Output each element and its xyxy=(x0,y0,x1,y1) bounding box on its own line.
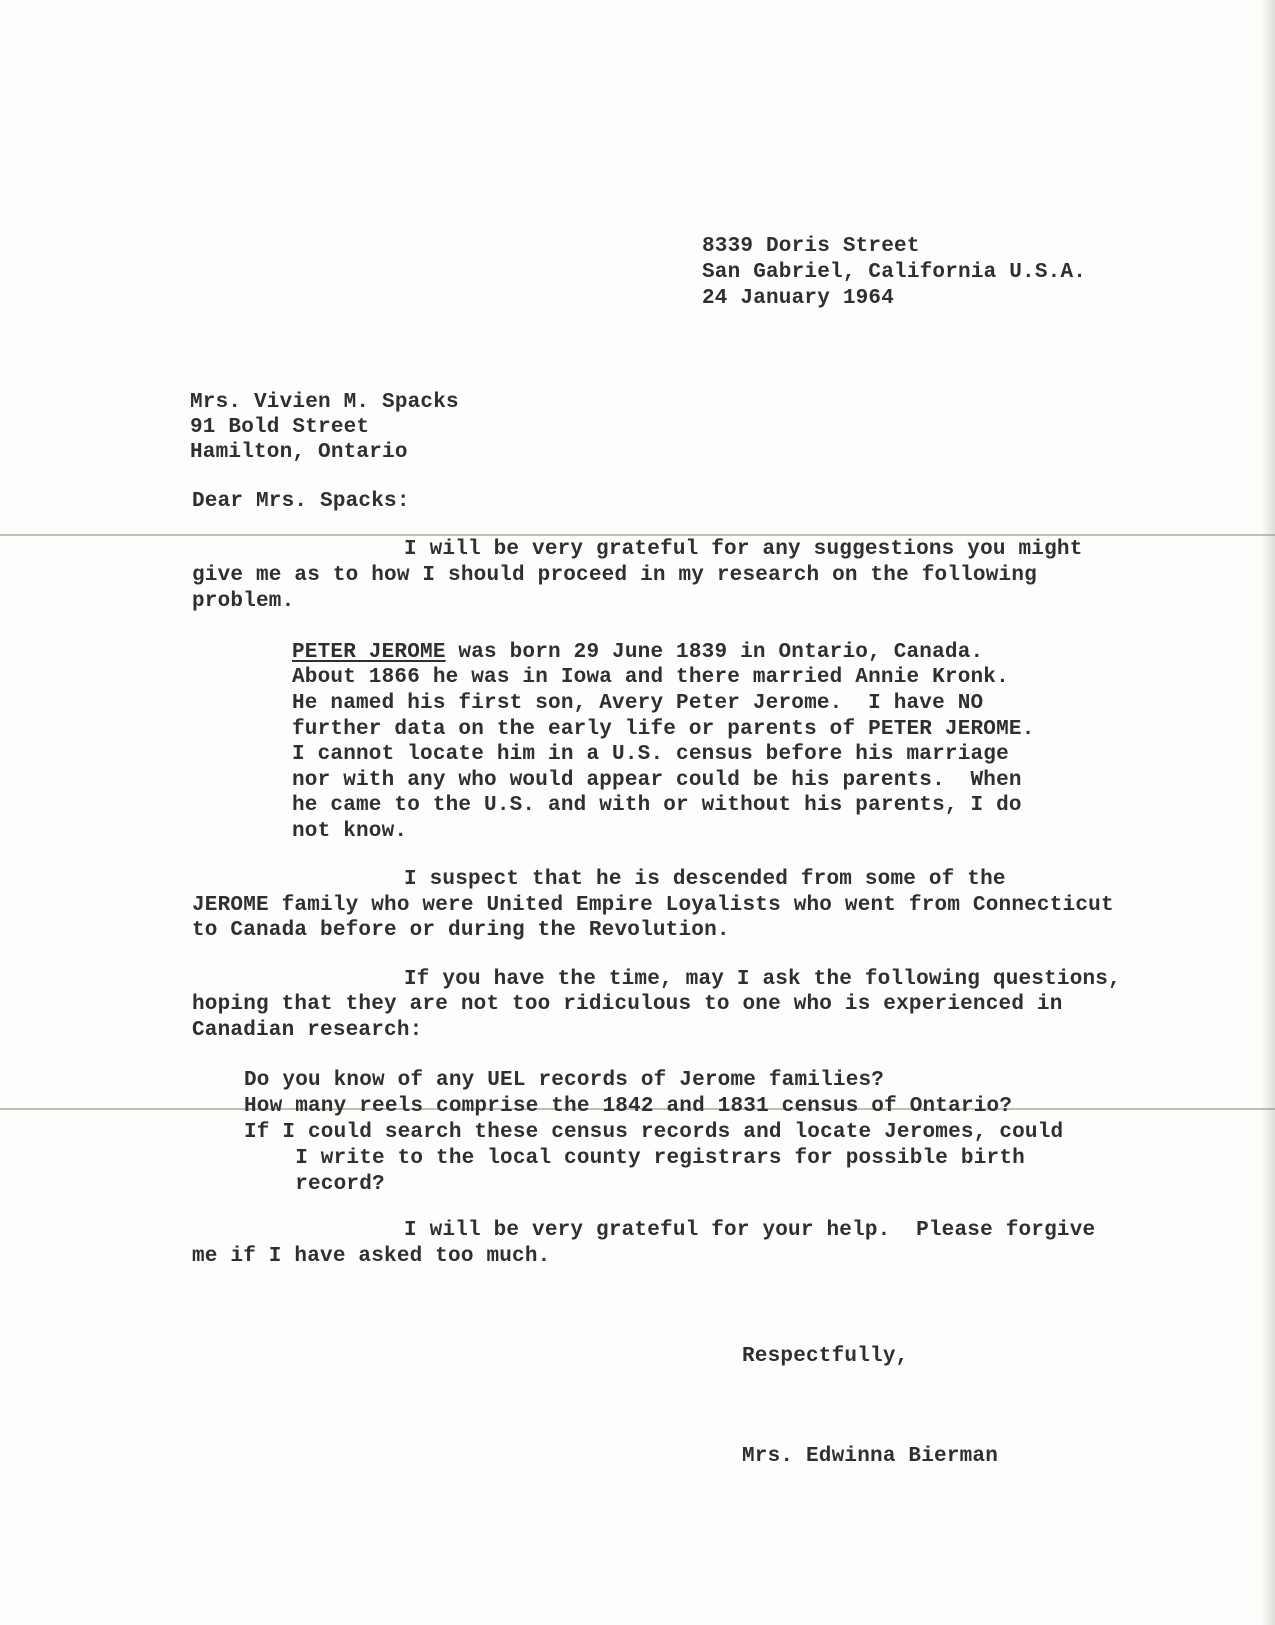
block-line: he came to the U.S. and with or without his parents, I do xyxy=(292,794,1022,817)
recipient-city: Hamilton, Ontario xyxy=(190,441,408,464)
page-edge-shadow xyxy=(1261,0,1275,1625)
para3-line: If you have the time, may I ask the following questions, xyxy=(404,968,1121,991)
closing: Respectfully, xyxy=(742,1345,909,1368)
underlined-name: PETER JEROME xyxy=(292,641,446,664)
block-line: He named his first son, Avery Peter Jerome. I have NO xyxy=(292,692,984,715)
block-line: nor with any who would appear could be his parents. When xyxy=(292,769,1022,792)
para2-line: JEROME family who were United Empire Loyalists who went from Connecticut xyxy=(192,894,1114,917)
sender-city: San Gabriel, California U.S.A. xyxy=(702,261,1087,284)
para1-line: I will be very grateful for any suggestions you might xyxy=(404,538,1083,561)
recipient-street: 91 Bold Street xyxy=(190,416,370,439)
question-line: record? xyxy=(244,1173,385,1196)
paper-fold-line xyxy=(0,534,1275,536)
question-line: If I could search these census records and locate Jeromes, could xyxy=(244,1121,1064,1144)
signature: Mrs. Edwinna Bierman xyxy=(742,1445,999,1468)
block-line-1: PETER JEROME was born 29 June 1839 in Ontario, Canada. xyxy=(292,641,984,664)
block-line: About 1866 he was in Iowa and there married Annie Kronk. xyxy=(292,666,1009,689)
para2-line: to Canada before or during the Revolution. xyxy=(192,919,730,942)
block-line: further data on the early life or parents of PETER JEROME. xyxy=(292,718,1035,741)
letter-date: 24 January 1964 xyxy=(702,287,895,310)
para4-line: I will be very grateful for your help. Please forgive xyxy=(404,1219,1096,1242)
sender-street: 8339 Doris Street xyxy=(702,235,920,258)
question-line: I write to the local county registrars for possible birth xyxy=(244,1147,1025,1170)
para1-line: give me as to how I should proceed in my research on the following xyxy=(192,564,1037,587)
question-line: How many reels comprise the 1842 and 1831 census of Ontario? xyxy=(244,1095,1013,1118)
para1-line: problem. xyxy=(192,590,295,613)
block-line: I cannot locate him in a U.S. census before his marriage xyxy=(292,743,1009,766)
para3-line: Canadian research: xyxy=(192,1019,423,1042)
para3-line: hoping that they are not too ridiculous to one who is experienced in xyxy=(192,993,1063,1016)
para2-line: I suspect that he is descended from some of the xyxy=(404,868,1006,891)
para4-line: me if I have asked too much. xyxy=(192,1245,551,1268)
recipient-name: Mrs. Vivien M. Spacks xyxy=(190,391,459,414)
question-line: Do you know of any UEL records of Jerome families? xyxy=(244,1069,885,1092)
block-line: not know. xyxy=(292,820,408,843)
salutation: Dear Mrs. Spacks: xyxy=(192,490,410,513)
